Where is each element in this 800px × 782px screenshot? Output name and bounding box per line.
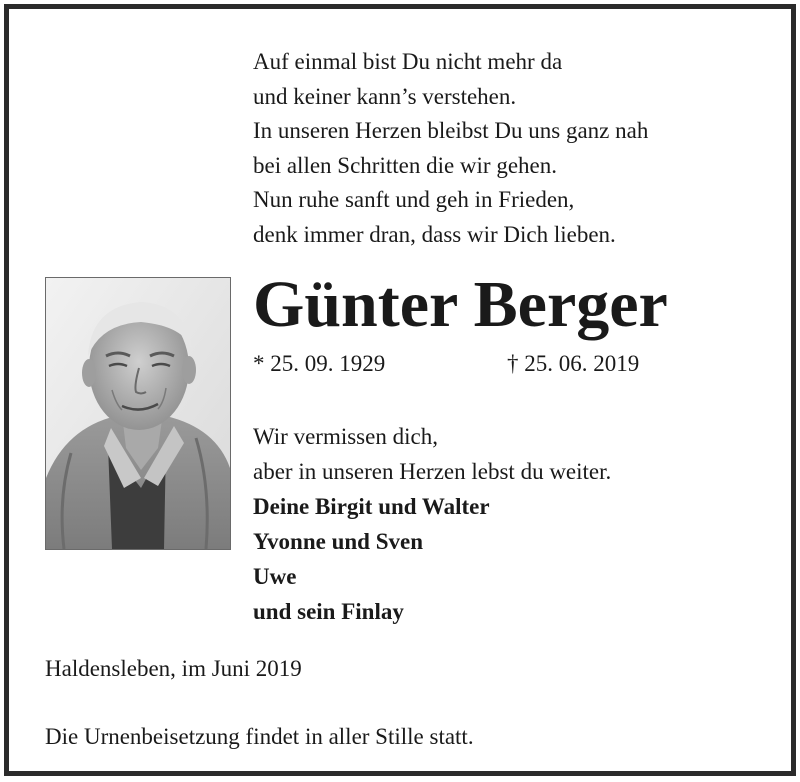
- portrait-image: [46, 278, 230, 549]
- death-date: † 25. 06. 2019: [507, 351, 640, 376]
- poem: [253, 45, 648, 252]
- poem-line: und keiner kann’s verstehen.: [253, 83, 517, 109]
- family-line: Deine Birgit und Walter: [253, 494, 490, 519]
- family-line: und sein Finlay: [253, 599, 404, 624]
- farewell-message: [253, 419, 611, 629]
- poem-line: Nun ruhe sanft und geh in Frieden,: [253, 187, 575, 212]
- place-and-date: Haldensleben, im Juni 2019: [45, 656, 302, 681]
- poem-line: denk immer dran, dass wir Dich lieben.: [253, 221, 616, 247]
- obituary-frame: [4, 4, 796, 776]
- burial-notice: Die Urnenbeisetzung findet in aller Stille statt.: [45, 724, 474, 749]
- birth-date: * 25. 09. 1929: [253, 351, 386, 376]
- message-line: Wir vermissen dich,: [253, 424, 438, 449]
- life-dates: [253, 349, 640, 379]
- family-line: Uwe: [253, 564, 297, 589]
- poem-line: Auf einmal bist Du nicht mehr da: [253, 49, 563, 74]
- family-line: Yvonne und Sven: [253, 529, 424, 554]
- poem-line: bei allen Schritten die wir gehen.: [253, 152, 558, 178]
- message-line: aber in unseren Herzen lebst du weiter.: [253, 459, 612, 484]
- deceased-name: Günter Berger: [253, 268, 668, 341]
- portrait-photo: [45, 277, 231, 550]
- poem-line: In unseren Herzen bleibst Du uns ganz nah: [253, 118, 649, 143]
